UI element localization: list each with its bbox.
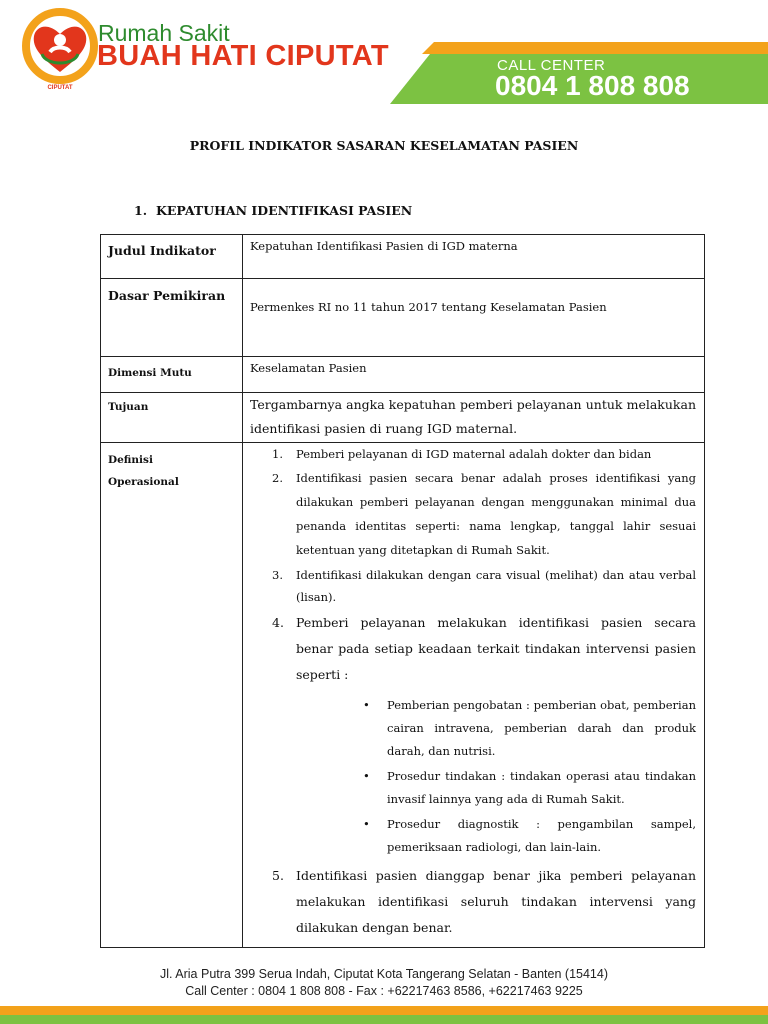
dasar-value: Permenkes RI no 11 tahun 2017 tentang Keselamatan Pasien	[243, 279, 705, 357]
document-title: PROFIL INDIKATOR SASARAN KESELAMATAN PASIEN	[189, 138, 579, 153]
dasar-label-cell	[101, 279, 243, 357]
tujuan-label: Tujuan	[108, 401, 149, 413]
tujuan-label-cell	[101, 393, 243, 443]
hospital-logo-icon	[22, 6, 98, 90]
sub-list-item: • Prosedur tindakan : tindakan operasi atau tindakan invasif lainnya yang ada di Rumah Sakit.	[363, 769, 696, 806]
letterhead	[0, 0, 768, 110]
definisi-label-line2: Operasional	[108, 476, 179, 488]
dimensi-label-cell	[101, 357, 243, 393]
footer-stripe	[0, 1006, 768, 1024]
definisi-label-cell	[101, 443, 243, 948]
section-title: KEPATUHAN IDENTIFIKASI PASIEN	[156, 203, 413, 218]
table-row-judul	[101, 235, 705, 279]
list-item: 4. Pemberi pelayanan melakukan identifikasi pasien secara benar pada setiap keadaan terkait tindakan intervensi pasien seperti : • Pemberian pengobatan : pemberian obat, pemberian cairan intravena, pemberian darah dan produk darah, dan nutrisi. • Prosedur tindakan : tindakan operasi atau tindakan invasif lainnya yang ada di Rumah Sakit. • Prosedur diagnostik : pengambilan sampel, pemeriksaan radiologi, dan lain-lain.	[250, 610, 696, 859]
indicator-profile-table	[100, 234, 705, 948]
dasar-label: Dasar Pemikiran	[108, 288, 226, 303]
list-item: 2. Identifikasi pasien secara benar adalah proses identifikasi yang dilakukan pemberi pelayanan dengan menggunakan minimal dua penanda identitas seperti: nama lengkap, tanggal lahir sesuai ketentuan yang ditetapkan di Rumah Sakit.	[272, 471, 696, 557]
definisi-label-line1: Definisi	[108, 454, 153, 466]
call-center-number: 0804 1 808 808	[495, 70, 690, 101]
list-item: 5. Identifikasi pasien dianggap benar jika pemberi pelayanan melakukan identifikasi seluruh tindakan intervensi yang dilakukan dengan benar.	[272, 868, 696, 935]
footer-address: Jl. Aria Putra 399 Serua Indah, Ciputat Kota Tangerang Selatan - Banten (15414)	[160, 967, 608, 981]
judul-label-cell	[101, 235, 243, 279]
brand-name-line1: Rumah Sakit	[98, 20, 230, 46]
table-row-dasar	[101, 279, 705, 357]
section-heading	[134, 203, 412, 218]
judul-value: Kepatuhan Identifikasi Pasien di IGD materna	[243, 235, 705, 279]
dimensi-value: Keselamatan Pasien	[243, 357, 705, 393]
footer-contact: Call Center : 0804 1 808 808 - Fax : +62217463 8586, +62217463 9225	[185, 984, 583, 998]
dimensi-label: Dimensi Mutu	[108, 367, 192, 379]
list-item: 1. Pemberi pelayanan di IGD maternal adalah dokter dan bidan	[272, 447, 652, 461]
list-item: 3. Identifikasi dilakukan dengan cara visual (melihat) dan atau verbal (lisan).	[272, 568, 696, 604]
sub-list	[296, 694, 696, 859]
sub-list-item: • Prosedur diagnostik : pengambilan sampel, pemeriksaan radiologi, dan lain-lain.	[363, 817, 696, 854]
table-row-dimensi	[101, 357, 705, 393]
logo-text-bottom: CIPUTAT	[47, 85, 73, 90]
sub-list-item: • Pemberian pengobatan : pemberian obat, pemberian cairan intravena, pemberian darah dan produk darah, dan nutrisi.	[363, 698, 696, 758]
table-row-definisi	[101, 443, 705, 948]
definisi-value	[243, 443, 705, 948]
call-center-label: CALL CENTER	[497, 57, 606, 74]
brand-name-line2: BUAH HATI CIPUTAT	[97, 40, 389, 72]
table-row-tujuan	[101, 393, 705, 443]
section-number: 1.	[134, 203, 148, 218]
judul-label: Judul Indikator	[108, 243, 216, 258]
definition-list	[250, 444, 696, 941]
tujuan-value: Tergambarnya angka kepatuhan pemberi pelayanan untuk melakukan identifikasi pasien di ruang IGD maternal.	[243, 393, 705, 443]
